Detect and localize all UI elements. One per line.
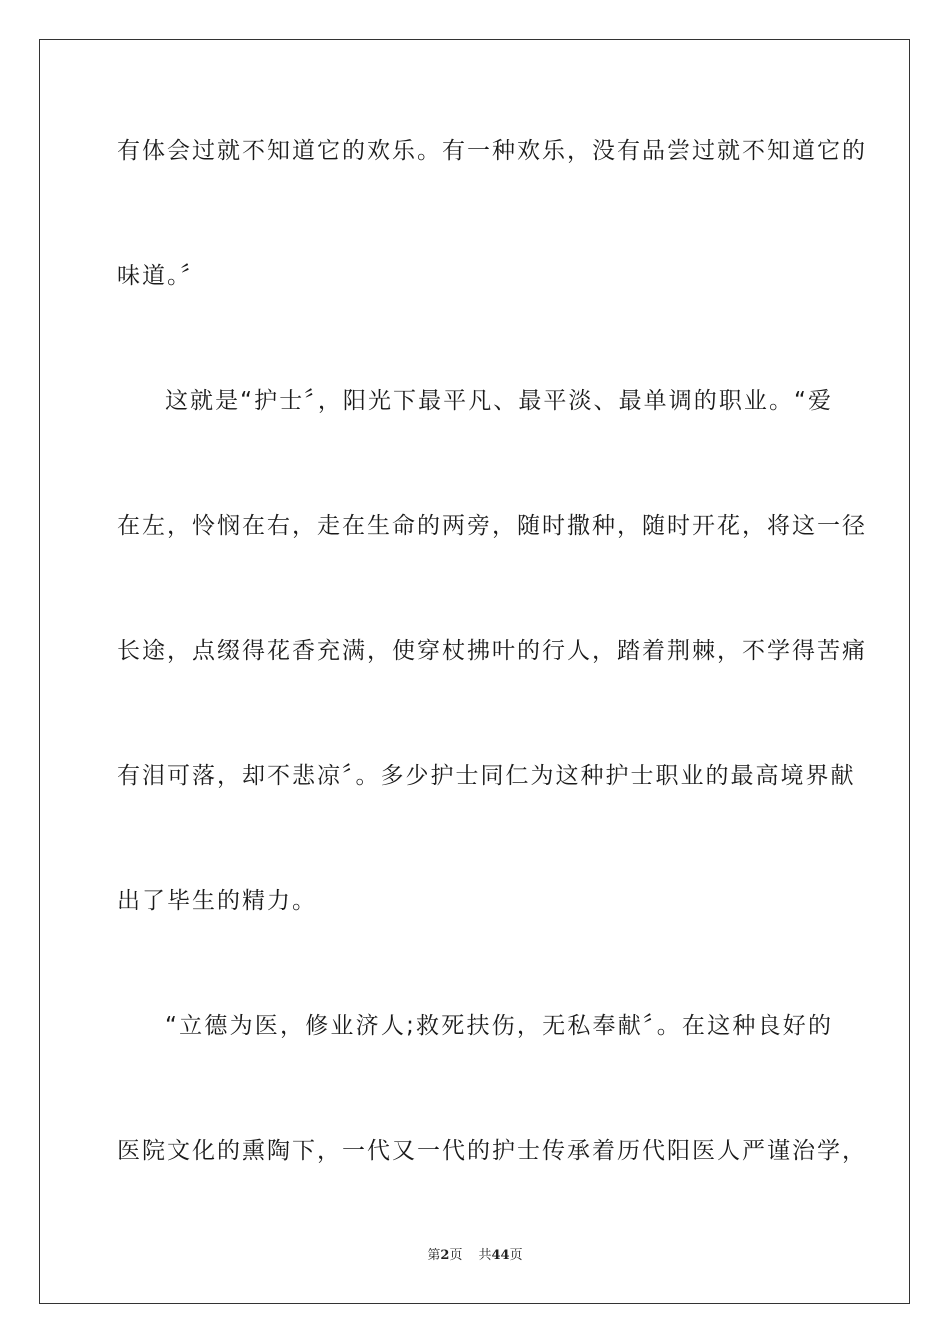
text-line-3: 这就是“护士〞，阳光下最平凡、最平淡、最单调的职业。“爱 [165,388,833,414]
total-suffix: 页 [509,1248,523,1263]
text-line-6: 有泪可落，却不悲凉〞。多少护士同仁为这种护士职业的最高境界献 [117,763,856,789]
text-line-9: 医院文化的熏陶下，一代又一代的护士传承着历代阳医人严谨治学， [117,1138,867,1164]
text-line-8: “立德为医，修业济人;救死扶伤，无私奉献〞。在这种良好的 [165,1013,833,1039]
text-line-5: 长途，点缀得花香充满，使穿杖拂叶的行人，踏着荆棘，不学得苦痛 [117,638,867,664]
page-prefix: 第 [427,1248,441,1263]
text-line-2: 味道。〞 [117,263,206,289]
text-line-1: 有体会过就不知道它的欢乐。有一种欢乐，没有品尝过就不知道它的 [117,138,867,164]
page-total: 44 [491,1248,510,1263]
total-prefix: 共 [478,1248,492,1263]
text-line-7: 出了毕生的精力。 [117,888,317,914]
page-border [39,39,910,1304]
page-suffix: 页 [449,1248,463,1263]
page-footer [0,1244,950,1263]
text-line-4: 在左，怜悯在右，走在生命的两旁，随时撒种，随时开花，将这一径 [117,513,867,539]
page-current: 2 [440,1248,450,1263]
